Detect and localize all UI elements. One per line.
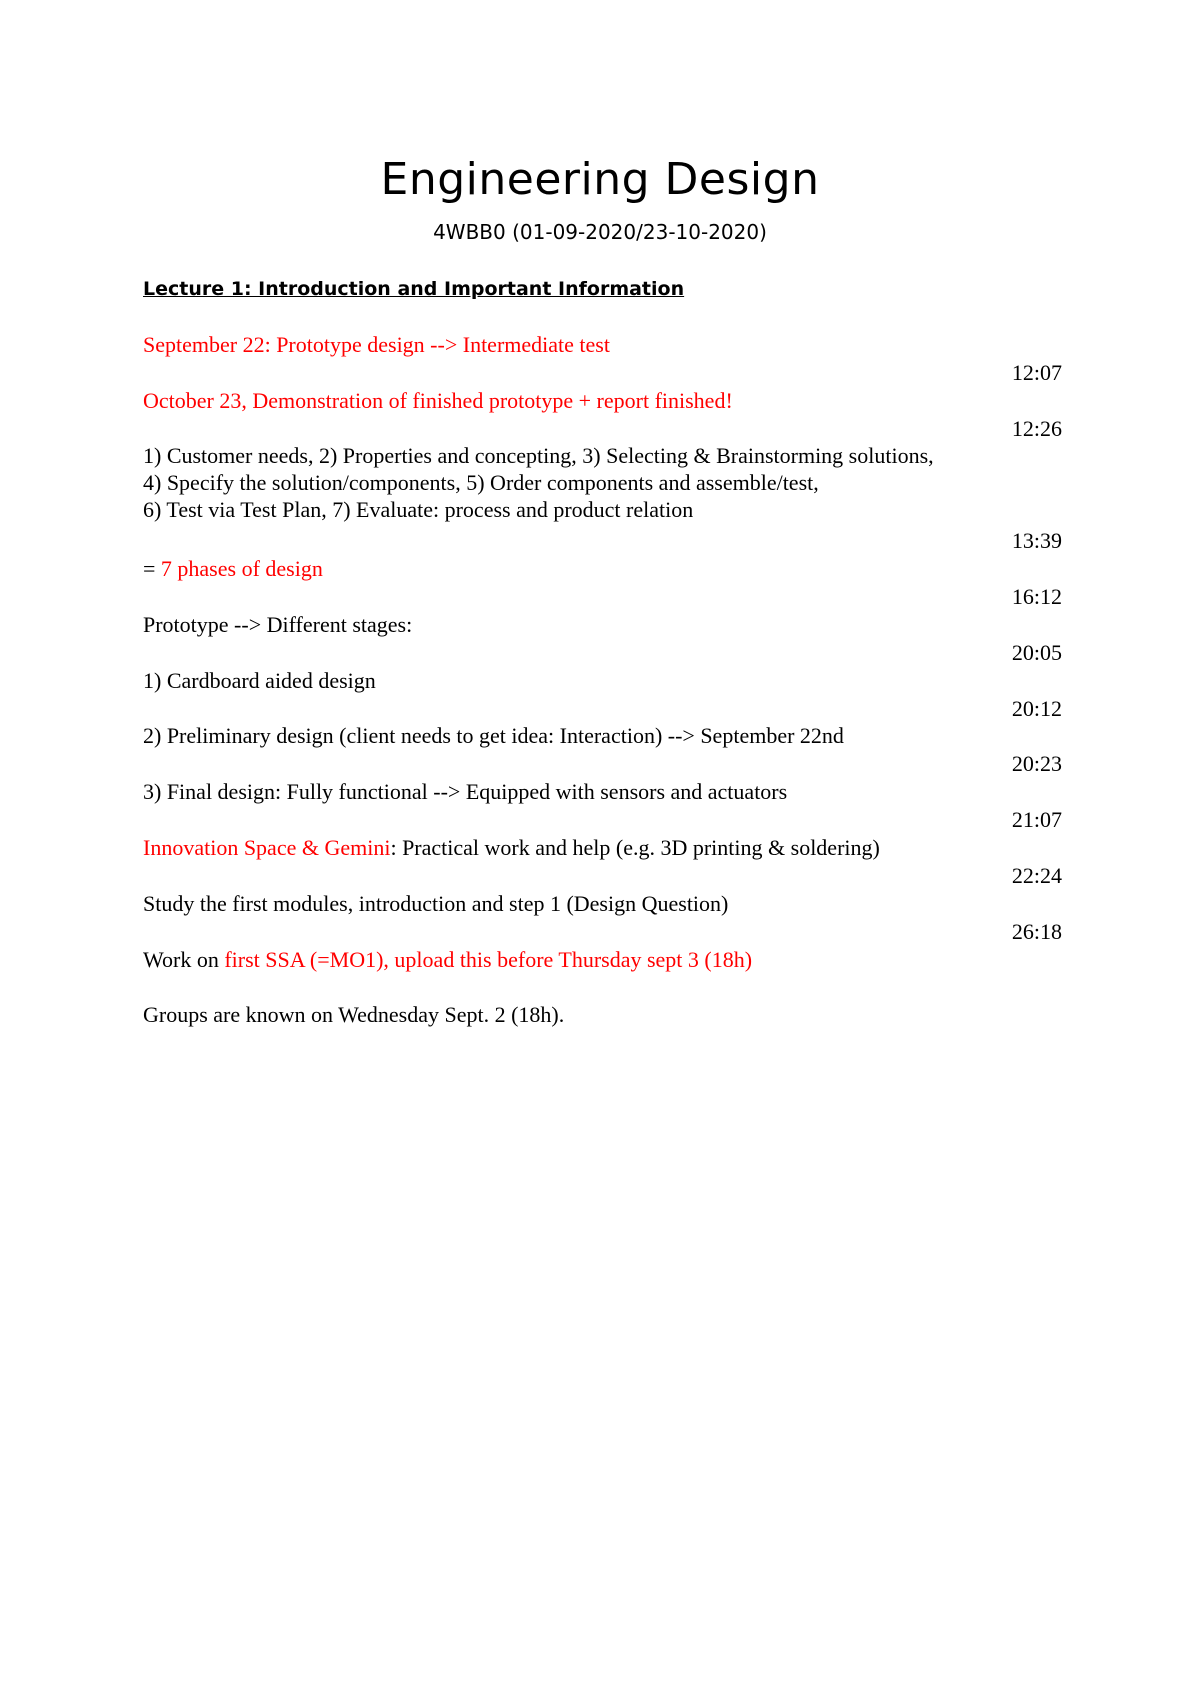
design-phases-line-1: 1) Customer needs, 2) Properties and concepting, 3) Selecting & Brainstorming solutions, — [143, 443, 934, 468]
design-phases-line-2: 4) Specify the solution/components, 5) Order components and assemble/test, — [143, 470, 819, 495]
timestamp: 16:12 — [1011, 584, 1062, 609]
timestamp: 12:07 — [1011, 360, 1062, 385]
design-phases-line-3: 6) Test via Test Plan, 7) Evaluate: process and product relation — [143, 497, 694, 522]
note-study-modules: Study the first modules, introduction and step 1 (Design Question) — [143, 891, 729, 916]
note-september-22: September 22: Prototype design --> Intermediate test — [143, 332, 610, 357]
note-first-ssa — [143, 946, 752, 974]
note-stage-3: 3) Final design: Fully functional --> Equipped with sensors and actuators — [143, 779, 788, 804]
innovation-space-text: : Practical work and help (e.g. 3D printing & soldering) — [390, 835, 880, 860]
timestamp: 12:26 — [1011, 416, 1062, 441]
timestamp: 22:24 — [1011, 863, 1062, 888]
note-innovation-space — [143, 834, 880, 862]
note-groups-known: Groups are known on Wednesday Sept. 2 (18h). — [143, 1002, 565, 1027]
note-october-23: October 23, Demonstration of finished prototype + report finished! — [143, 388, 733, 413]
note-prototype-stages: Prototype --> Different stages: — [143, 612, 413, 637]
course-code-dates: 4WBB0 (01-09-2020/23-10-2020) — [433, 220, 767, 244]
first-ssa-prefix: Work on — [143, 947, 225, 972]
timestamp: 21:07 — [1011, 807, 1062, 832]
first-ssa-highlight: first SSA (=MO1), upload this before Thursday sept 3 (18h) — [224, 947, 753, 972]
note-stage-1: 1) Cardboard aided design — [143, 668, 376, 693]
timestamp: 20:05 — [1011, 640, 1062, 665]
seven-phases-highlight: 7 phases of design — [160, 556, 323, 581]
timestamp: 13:39 — [1011, 528, 1062, 553]
note-seven-phases — [143, 555, 323, 583]
timestamp: 20:12 — [1011, 696, 1062, 721]
innovation-space-highlight: Innovation Space & Gemini — [143, 835, 391, 860]
timestamp: 26:18 — [1011, 919, 1062, 944]
lecture-heading: Lecture 1: Introduction and Important Information — [143, 278, 685, 300]
equals-prefix: = — [143, 556, 161, 581]
timestamp: 20:23 — [1011, 751, 1062, 776]
note-stage-2: 2) Preliminary design (client needs to get idea: Interaction) --> September 22nd — [143, 723, 844, 748]
document-title: Engineering Design — [380, 154, 820, 205]
